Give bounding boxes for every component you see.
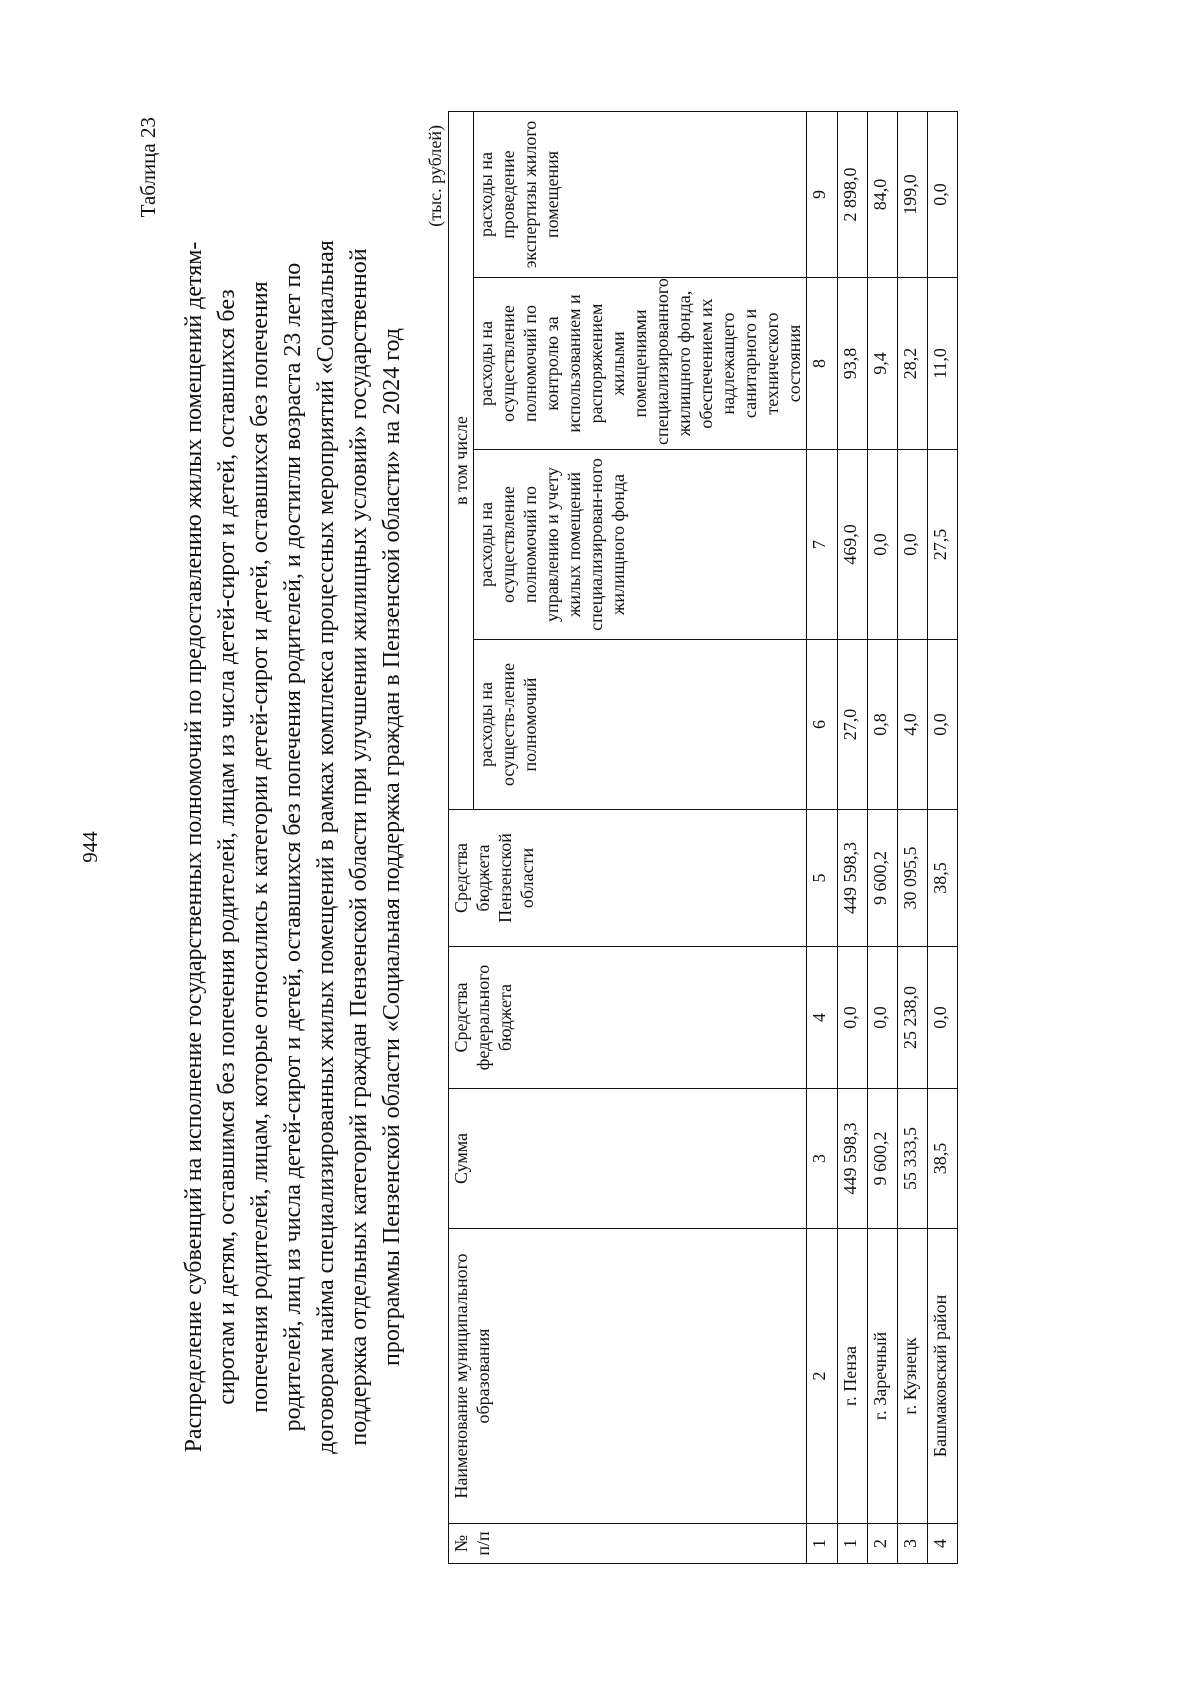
title-line: Распределение субвенций на исполнение государственных полномочий по предоставлению жилых помещений детям-	[181, 241, 207, 1453]
cell-col6: 27,0	[838, 640, 868, 810]
cell-federal: 25 238,0	[898, 947, 928, 1089]
header-col6: расходы на осуществ-ление полномочий	[474, 640, 807, 810]
row-index: 4	[928, 1524, 958, 1564]
cell-regional: 449 598,3	[838, 810, 868, 947]
header-num: № п/п	[449, 1524, 807, 1564]
table-row	[928, 111, 958, 1563]
cell-sum: 38,5	[928, 1089, 958, 1229]
column-number-row	[807, 111, 838, 1563]
title-line: программы Пензенской области «Социальная поддержка граждан в Пензенской области» на 2024 год	[379, 328, 405, 1366]
cell-sum: 449 598,3	[838, 1089, 868, 1229]
cell-sum: 55 333,5	[898, 1089, 928, 1229]
header-col7: расходы на осуществление полномочий по управлению и учету жилых помещений специализирован-ного жилищного фонда	[474, 450, 807, 640]
column-number: 3	[807, 1089, 838, 1229]
column-number: 1	[807, 1524, 838, 1564]
cell-col8: 9,4	[868, 278, 898, 450]
header-regional: Средства бюджета Пензенской области	[449, 810, 807, 947]
title-line: договорам найма специализированных жилых помещений в рамках комплекса процессных мероприятий «Социальная	[313, 240, 339, 1454]
municipality-name: г. Заречный	[868, 1229, 898, 1524]
cell-federal: 0,0	[868, 947, 898, 1089]
column-number: 4	[807, 947, 838, 1089]
cell-regional: 38,5	[928, 810, 958, 947]
column-number: 2	[807, 1229, 838, 1524]
header-col8: расходы на осуществление полномочий по контролю за использованием и распоряжением жилыми помещениями специализированного жилищного фонда, обеспечением их надлежащего санитарного и технического состояния	[474, 278, 807, 450]
cell-sum: 9 600,2	[868, 1089, 898, 1229]
header-including: в том числе	[449, 111, 474, 809]
page-number: 944	[78, 831, 102, 863]
row-index: 1	[838, 1524, 868, 1564]
row-index: 3	[898, 1524, 928, 1564]
column-number: 7	[807, 450, 838, 640]
cell-col7: 27,5	[928, 450, 958, 640]
title-line: сиротам и детям, оставшимся без попечения родителей, лицам из числа детей-сирот и детей, оставшихся без	[214, 289, 240, 1405]
document-title	[178, 112, 409, 1582]
header-name: Наименование муниципального образования	[449, 1229, 807, 1524]
cell-col7: 0,0	[898, 450, 928, 640]
municipality-name: г. Пенза	[838, 1229, 868, 1524]
cell-regional: 9 600,2	[868, 810, 898, 947]
cell-col9: 84,0	[868, 111, 898, 277]
cell-col9: 0,0	[928, 111, 958, 277]
table-row	[838, 111, 868, 1563]
header-federal: Средства федерального бюджета	[449, 947, 807, 1089]
title-line: попечения родителей, лицам, которые относились к категории детей-сирот и детей, оставшихся без попечения	[247, 281, 273, 1413]
municipality-name: г. Кузнецк	[898, 1229, 928, 1524]
header-col9: расходы на проведение экспертизы жилого помещения	[474, 111, 807, 277]
cell-federal: 0,0	[928, 947, 958, 1089]
column-number: 5	[807, 810, 838, 947]
cell-col9: 2 898,0	[838, 111, 868, 277]
cell-col8: 28,2	[898, 278, 928, 450]
header-sum: Сумма	[449, 1089, 807, 1229]
cell-col6: 0,8	[868, 640, 898, 810]
cell-federal: 0,0	[838, 947, 868, 1089]
table-label: Таблица 23	[136, 117, 160, 218]
row-index: 2	[868, 1524, 898, 1564]
column-number: 8	[807, 278, 838, 450]
table-row	[868, 111, 898, 1563]
cell-col8: 93,8	[838, 278, 868, 450]
table-row	[898, 111, 928, 1563]
units-label: (тыс. рублей)	[425, 125, 445, 227]
cell-col7: 469,0	[838, 450, 868, 640]
cell-col8: 11,0	[928, 278, 958, 450]
title-line: родителей, лиц из числа детей-сирот и детей, оставшихся без попечения родителей, и достигли возраста 23 лет по	[280, 262, 306, 1432]
title-line: поддержка отдельных категорий граждан Пензенской области при улучшении жилищных условий» государственной	[346, 248, 372, 1446]
column-number: 6	[807, 640, 838, 810]
cell-col6: 0,0	[928, 640, 958, 810]
cell-col9: 199,0	[898, 111, 928, 277]
municipality-name: Башмаковский район	[928, 1229, 958, 1524]
cell-regional: 30 095,5	[898, 810, 928, 947]
cell-col6: 4,0	[898, 640, 928, 810]
column-number: 9	[807, 111, 838, 277]
subvention-table	[448, 111, 958, 1564]
cell-col7: 0,0	[868, 450, 898, 640]
